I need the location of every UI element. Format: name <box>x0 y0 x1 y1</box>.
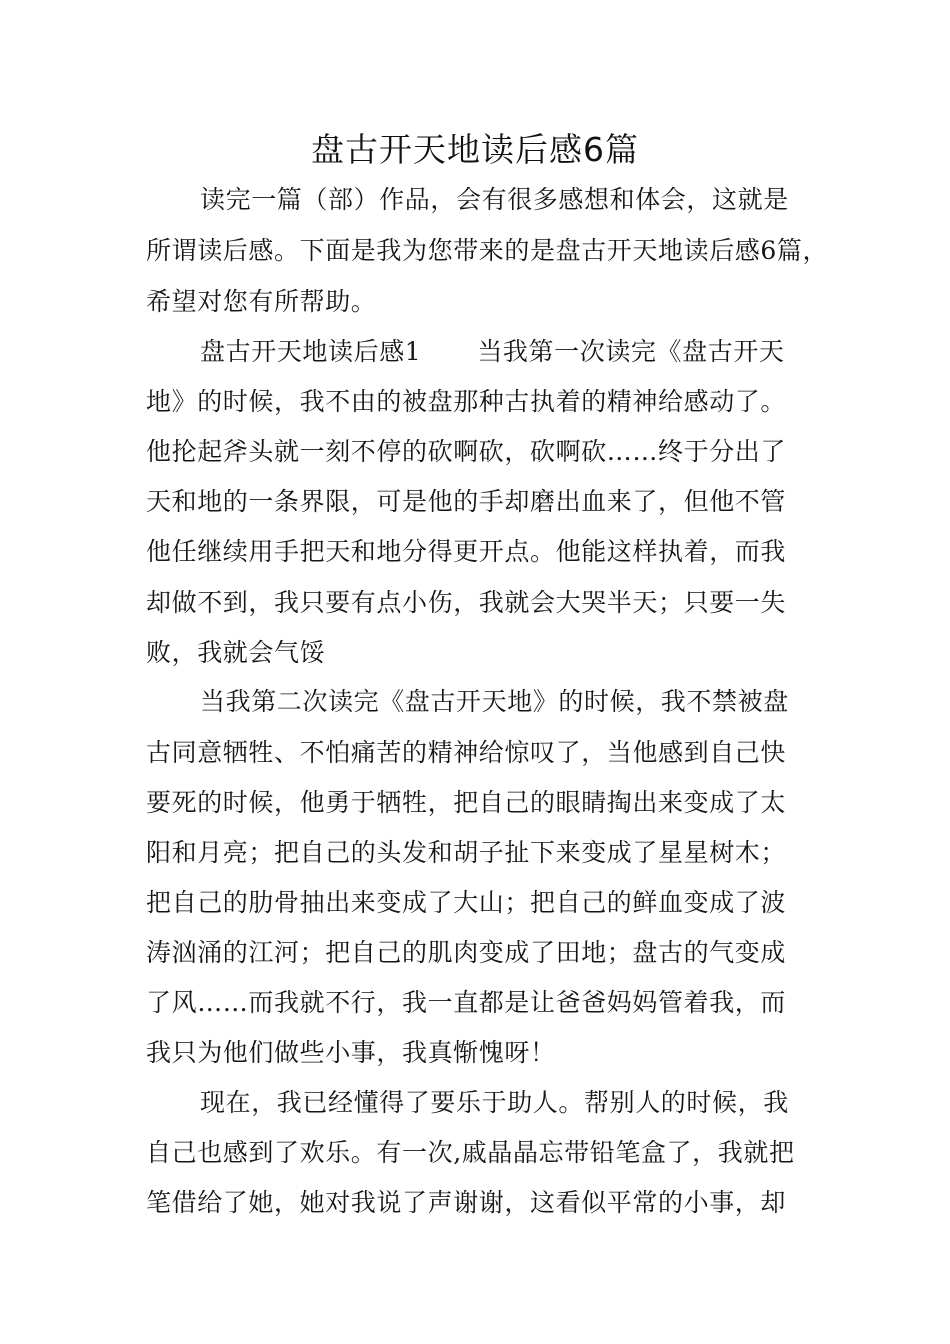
paragraph-line: 把自己的肋骨抽出来变成了大山；把自己的鲜血变成了波 <box>146 888 787 917</box>
paragraph-line: 笔借给了她，她对我说了声谢谢，这看似平常的小事，却 <box>146 1188 787 1217</box>
document-title: 盘古开天地读后感6篇 <box>311 130 639 169</box>
intro-line: 所谓读后感。下面是我为您带来的是盘古开天地读后感6篇， <box>146 236 829 265</box>
section-heading-line <box>200 332 826 372</box>
paragraph-line: 他抡起斧头就一刻不停的砍啊砍，砍啊砍……终于分出了 <box>146 437 787 466</box>
paragraph-line: 阳和月亮；把自己的头发和胡子扯下来变成了星星树木； <box>146 838 787 867</box>
paragraph-line: 却做不到，我只要有点小伤，我就会大哭半天；只要一失 <box>146 588 787 617</box>
paragraph-line: 天和地的一条界限，可是他的手却磨出血来了，但他不管 <box>146 487 787 516</box>
paragraph-line: 涛汹涌的江河；把自己的肌肉变成了田地；盘古的气变成 <box>146 938 787 967</box>
paragraph-line: 当我第二次读完《盘古开天地》的时候，我不禁被盘 <box>200 687 789 716</box>
paragraph-line: 现在，我已经懂得了要乐于助人。帮别人的时候，我 <box>200 1088 789 1117</box>
section-heading: 盘古开天地读后感1 <box>200 337 422 366</box>
paragraph-line: 我只为他们做些小事，我真惭愧呀！ <box>146 1038 556 1067</box>
paragraph-line: 他任继续用手把天和地分得更开点。他能这样执着，而我 <box>146 537 787 566</box>
intro-line: 希望对您有所帮助。 <box>146 287 377 316</box>
paragraph-line: 当我第一次读完《盘古开天 <box>477 337 785 366</box>
paragraph-line: 要死的时候，他勇于牺牲，把自己的眼睛掏出来变成了太 <box>146 788 787 817</box>
paragraph-line: 古同意牺牲、不怕痛苦的精神给惊叹了，当他感到自己快 <box>146 738 787 767</box>
paragraph-line: 自己也感到了欢乐。有一次,戚晶晶忘带铅笔盒了，我就把 <box>146 1138 795 1167</box>
paragraph-line: 了风……而我就不行，我一直都是让爸爸妈妈管着我，而 <box>146 988 787 1017</box>
paragraph-line: 地》的时候，我不由的被盘那种古执着的精神给感动了。 <box>146 387 787 416</box>
intro-line: 读完一篇（部）作品，会有很多感想和体会，这就是 <box>200 185 789 214</box>
paragraph-line: 败，我就会气馁 <box>146 638 326 667</box>
